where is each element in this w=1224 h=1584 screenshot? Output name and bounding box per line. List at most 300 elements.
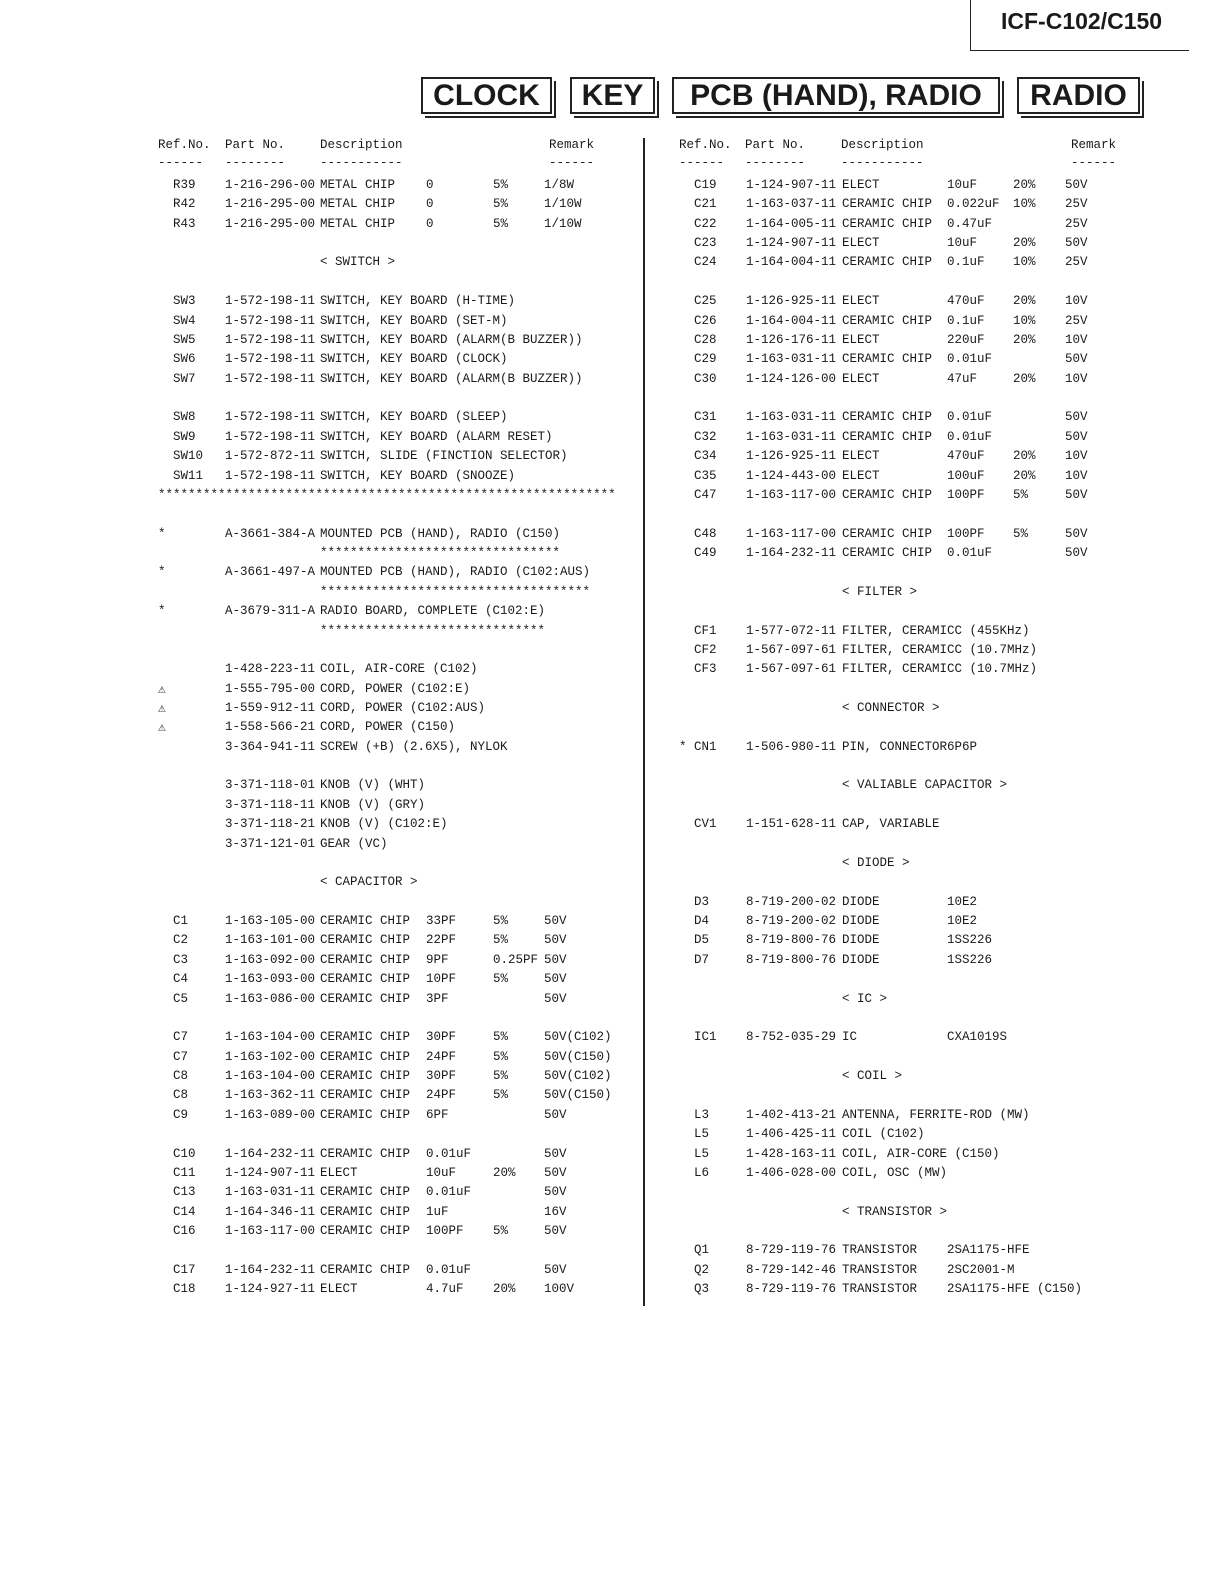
part-row <box>158 835 648 854</box>
part-no: 1-572-198-11 <box>225 429 316 444</box>
description: DIODE <box>842 933 880 948</box>
part-row <box>158 408 648 427</box>
part-row <box>158 776 648 795</box>
description: CERAMIC CHIP <box>842 352 933 367</box>
blank-line <box>158 757 648 776</box>
description: SWITCH, KEY BOARD (ALARM(B BUZZER)) <box>320 332 583 347</box>
part-row <box>679 1241 1129 1260</box>
spec-tolerance: 5% <box>493 1088 509 1103</box>
section-label: < TRANSISTOR > <box>842 1204 948 1219</box>
spec-rating: 50V <box>544 1185 567 1200</box>
spec-value: 0.01uF <box>947 546 993 561</box>
part-no: 1-164-004-11 <box>746 313 837 328</box>
part-no: 1-163-117-00 <box>225 1223 316 1238</box>
spec-tolerance: 10% <box>1013 255 1036 270</box>
ref-no: C2 <box>173 933 189 948</box>
spec-rating: 50V <box>1065 526 1088 541</box>
spec-value: 0.01uF <box>426 1185 472 1200</box>
spec-rating: 16V <box>544 1204 567 1219</box>
assembly-underline <box>158 544 648 563</box>
part-no: 1-406-028-00 <box>746 1165 837 1180</box>
ref-no: C8 <box>173 1088 189 1103</box>
spec-tolerance: 5% <box>1013 526 1029 541</box>
part-row <box>158 796 648 815</box>
ref-no: R39 <box>173 178 196 192</box>
part-row <box>679 195 1129 214</box>
description: DIODE <box>842 952 880 967</box>
ref-no: C47 <box>694 487 717 502</box>
ref-no: D4 <box>694 914 710 929</box>
part-row <box>679 525 1129 544</box>
ref-no: C11 <box>173 1165 196 1180</box>
spec-tolerance: 20% <box>1013 294 1036 309</box>
ref-no: C49 <box>694 546 717 561</box>
ref-no: L5 <box>694 1127 710 1142</box>
spec-value: 0 <box>426 216 434 231</box>
description: KNOB (V) (WHT) <box>320 778 426 793</box>
description: ELECT <box>320 1282 358 1297</box>
header-underline: ------ <box>679 156 725 170</box>
part-row <box>679 544 1129 563</box>
spec-value: 0.01uF <box>947 352 993 367</box>
description: COIL, OSC (MW) <box>842 1165 948 1180</box>
ref-no: C4 <box>173 972 189 987</box>
ref-no: Q2 <box>694 1262 710 1277</box>
spec-value: 24PF <box>426 1088 457 1103</box>
part-row <box>679 428 1129 447</box>
spec-rating: 50V <box>1065 352 1088 367</box>
part-no: 1-164-346-11 <box>225 1204 316 1219</box>
spec-rating: 50V <box>544 1262 567 1277</box>
ref-no: C3 <box>173 952 189 967</box>
description: FILTER, CERAMICC (10.7MHz) <box>842 662 1038 677</box>
blank-line <box>679 796 1129 815</box>
part-no: 1-124-927-11 <box>225 1282 316 1297</box>
spec-tolerance: 20% <box>1013 449 1036 464</box>
spec-value: 0.01uF <box>947 410 993 425</box>
description: SWITCH, KEY BOARD (SNOOZE) <box>320 468 516 483</box>
part-row <box>158 1183 648 1202</box>
spec-value: 6PF <box>426 1107 449 1122</box>
part-no: 3-371-121-01 <box>225 836 316 851</box>
new-part-mark: * <box>679 739 687 754</box>
header-underline: -------- <box>745 156 806 170</box>
spec-rating: 50V(C150) <box>544 1049 612 1064</box>
part-no: 1-558-566-21 <box>225 720 316 735</box>
part-row <box>158 912 648 931</box>
description: CERAMIC CHIP <box>842 216 933 231</box>
section-tab-radio: RADIO <box>1017 77 1140 114</box>
spec-rating: 50V <box>1065 178 1088 192</box>
section-heading <box>679 990 1129 1009</box>
ref-no: Q1 <box>694 1243 710 1258</box>
spec-tolerance: 20% <box>1013 332 1036 347</box>
description: CERAMIC CHIP <box>320 1088 411 1103</box>
spec-rating: 10V <box>1065 468 1088 483</box>
description: PIN, CONNECTOR6P6P <box>842 739 978 754</box>
description: CERAMIC CHIP <box>842 487 933 502</box>
part-no: 8-719-800-76 <box>746 952 837 967</box>
description: ELECT <box>842 236 880 251</box>
part-no: 1-163-101-00 <box>225 933 316 948</box>
ref-no: C19 <box>694 178 717 192</box>
part-row <box>158 738 648 757</box>
part-row <box>679 931 1129 950</box>
spec-value: 4.7uF <box>426 1282 464 1297</box>
spec-rating: 100V <box>544 1282 575 1297</box>
ref-no: SW8 <box>173 410 196 425</box>
spec-value: 0.01uF <box>426 1262 472 1277</box>
description: CERAMIC CHIP <box>320 991 411 1006</box>
spec-tolerance: 5% <box>493 914 509 929</box>
part-row <box>158 1067 648 1086</box>
section-tab-clock: CLOCK <box>421 77 552 114</box>
spec-tolerance: 5% <box>493 1030 509 1045</box>
blank-line <box>679 1086 1129 1105</box>
blank-line <box>158 389 648 408</box>
separator-line <box>158 486 648 505</box>
assembly-underline <box>158 583 648 602</box>
part-no: 1-163-093-00 <box>225 972 316 987</box>
spec-rating: 50V <box>544 991 567 1006</box>
ref-no: C8 <box>173 1069 189 1084</box>
part-row <box>679 1028 1129 1047</box>
spec-value: 1uF <box>426 1204 449 1219</box>
description: COIL, AIR-CORE (C150) <box>842 1146 1000 1161</box>
part-no: 1-163-092-00 <box>225 952 316 967</box>
spec-tolerance: 0.25PF <box>493 952 539 967</box>
spec-value: 0.1uF <box>947 313 985 328</box>
part-no: 1-164-232-11 <box>746 546 837 561</box>
spec-rating: 50V <box>544 952 567 967</box>
part-row <box>679 350 1129 369</box>
section-label: < FILTER > <box>842 584 918 599</box>
part-no: 1-402-413-21 <box>746 1107 837 1122</box>
part-row <box>158 447 648 466</box>
spec-rating: 50V(C102) <box>544 1030 612 1045</box>
description: KNOB (V) (C102:E) <box>320 817 448 832</box>
section-heading <box>679 776 1129 795</box>
part-row <box>158 370 648 389</box>
blank-line <box>158 1125 648 1144</box>
part-row <box>158 970 648 989</box>
spec-value: 2SA1175-HFE <box>947 1243 1030 1258</box>
blank-line <box>679 563 1129 582</box>
ref-no: C10 <box>173 1146 196 1161</box>
description: ANTENNA, FERRITE-ROD (MW) <box>842 1107 1030 1122</box>
spec-rating: 1/8W <box>544 178 575 192</box>
ref-no: C32 <box>694 429 717 444</box>
description: RADIO BOARD, COMPLETE (C102:E) <box>320 604 546 619</box>
spec-tolerance: 5% <box>493 197 509 212</box>
spec-rating: 25V <box>1065 197 1088 212</box>
ref-no: C5 <box>173 991 189 1006</box>
spec-rating: 50V <box>1065 546 1088 561</box>
part-no: 1-555-795-00 <box>225 681 316 696</box>
header-underline: ----------- <box>841 156 924 170</box>
spec-value: 100uF <box>947 468 985 483</box>
part-row <box>679 253 1129 272</box>
description: ELECT <box>842 468 880 483</box>
ref-no: SW9 <box>173 429 196 444</box>
description: CERAMIC CHIP <box>320 933 411 948</box>
part-no: 1-572-198-11 <box>225 313 316 328</box>
part-row <box>158 563 648 582</box>
spec-value: 100PF <box>947 487 985 502</box>
description: SWITCH, KEY BOARD (H-TIME) <box>320 294 516 309</box>
section-heading <box>679 1067 1129 1086</box>
assembly-stars: ******************************** <box>320 546 561 561</box>
description: CORD, POWER (C102:E) <box>320 681 471 696</box>
part-row <box>158 331 648 350</box>
section-heading <box>679 699 1129 718</box>
section-tab-pcb: PCB (HAND), RADIO <box>672 77 1000 114</box>
part-no: 1-163-031-11 <box>746 410 837 425</box>
blank-line <box>679 970 1129 989</box>
header-part: Part No. <box>745 138 806 152</box>
part-row <box>158 1261 648 1280</box>
part-row <box>679 912 1129 931</box>
part-row <box>158 990 648 1009</box>
description: SWITCH, KEY BOARD (ALARM RESET) <box>320 429 553 444</box>
part-no: 3-364-941-11 <box>225 739 316 754</box>
blank-line <box>679 680 1129 699</box>
description: COIL, AIR-CORE (C102) <box>320 662 478 677</box>
spec-tolerance: 20% <box>1013 371 1036 386</box>
header-underline: ------ <box>1071 156 1117 170</box>
part-row <box>158 1048 648 1067</box>
blank-line <box>679 1222 1129 1241</box>
model-title: ICF-C102/C150 <box>1001 8 1163 34</box>
part-row <box>679 215 1129 234</box>
ref-no: C22 <box>694 216 717 231</box>
description: METAL CHIP <box>320 178 396 192</box>
description: MOUNTED PCB (HAND), RADIO (C150) <box>320 526 561 541</box>
section-heading <box>679 583 1129 602</box>
part-no: 1-572-198-11 <box>225 371 316 386</box>
description: TRANSISTOR <box>842 1262 918 1277</box>
ref-no: L6 <box>694 1165 710 1180</box>
ref-no: C21 <box>694 197 717 212</box>
blank-line <box>679 1183 1129 1202</box>
spec-rating: 50V <box>544 914 567 929</box>
new-part-mark: * <box>158 526 166 541</box>
description: CERAMIC CHIP <box>320 1204 411 1219</box>
part-row <box>679 292 1129 311</box>
part-row <box>679 1280 1129 1299</box>
part-row <box>158 1164 648 1183</box>
spec-value: 10PF <box>426 972 457 987</box>
spec-value: 10uF <box>426 1165 457 1180</box>
description: ELECT <box>842 178 880 192</box>
header-remark: Remark <box>549 138 595 152</box>
ref-no: C29 <box>694 352 717 367</box>
part-no: 1-163-362-11 <box>225 1088 316 1103</box>
description: ELECT <box>842 294 880 309</box>
spec-value: 0.1uF <box>947 255 985 270</box>
part-no: 8-719-200-02 <box>746 914 837 929</box>
part-no: 1-124-907-11 <box>746 236 837 251</box>
spec-tolerance: 5% <box>493 216 509 231</box>
spec-value: 2SA1175-HFE (C150) <box>947 1282 1083 1297</box>
blank-line <box>158 505 648 524</box>
description: GEAR (VC) <box>320 836 388 851</box>
part-no: 1-572-198-11 <box>225 468 316 483</box>
part-row <box>158 699 648 718</box>
spec-value: 10E2 <box>947 914 978 929</box>
part-row <box>158 195 648 214</box>
part-no: 1-124-907-11 <box>225 1165 316 1180</box>
description: ELECT <box>842 371 880 386</box>
part-row <box>679 447 1129 466</box>
spec-rating: 50V(C102) <box>544 1069 612 1084</box>
description: KNOB (V) (GRY) <box>320 797 426 812</box>
part-no: 1-577-072-11 <box>746 623 837 638</box>
part-row <box>679 660 1129 679</box>
ref-no: C26 <box>694 313 717 328</box>
description: CERAMIC CHIP <box>320 952 411 967</box>
description: FILTER, CERAMICC (10.7MHz) <box>842 642 1038 657</box>
spec-rating: 10V <box>1065 294 1088 309</box>
blank-line <box>679 718 1129 737</box>
part-no: 1-506-980-11 <box>746 739 837 754</box>
section-tab-key: KEY <box>570 77 655 114</box>
spec-rating: 1/10W <box>544 197 582 212</box>
part-row <box>158 718 648 737</box>
header-underline: ------ <box>158 156 204 170</box>
description: CERAMIC CHIP <box>842 313 933 328</box>
part-row <box>158 467 648 486</box>
blank-line <box>158 234 648 253</box>
spec-rating: 50V <box>544 1165 567 1180</box>
part-row <box>679 1261 1129 1280</box>
spec-rating: 50V <box>544 1107 567 1122</box>
part-no: 1-163-031-11 <box>746 352 837 367</box>
ref-no: C1 <box>173 914 189 929</box>
ref-no: D5 <box>694 933 710 948</box>
blank-line <box>679 389 1129 408</box>
description: TRANSISTOR <box>842 1282 918 1297</box>
column-header <box>679 138 1129 172</box>
ref-no: IC1 <box>694 1030 717 1045</box>
header-underline: ------ <box>549 156 595 170</box>
description: IC <box>842 1030 858 1045</box>
blank-line <box>679 835 1129 854</box>
description: CERAMIC CHIP <box>842 410 933 425</box>
spec-rating: 10V <box>1065 449 1088 464</box>
part-no: 1-126-925-11 <box>746 294 837 309</box>
ref-no: C31 <box>694 410 717 425</box>
part-no: 1-216-295-00 <box>225 216 316 231</box>
description: CERAMIC CHIP <box>320 1223 411 1238</box>
part-no: 8-729-119-76 <box>746 1243 837 1258</box>
header-part: Part No. <box>225 138 286 152</box>
part-no: 1-163-117-00 <box>746 526 837 541</box>
spec-rating: 50V <box>544 972 567 987</box>
part-row <box>679 1145 1129 1164</box>
part-row <box>679 641 1129 660</box>
new-part-mark: * <box>158 565 166 580</box>
part-row <box>679 486 1129 505</box>
description: ELECT <box>842 449 880 464</box>
blank-line <box>679 1009 1129 1028</box>
part-no: 1-163-089-00 <box>225 1107 316 1122</box>
part-row <box>158 350 648 369</box>
blank-line <box>158 1009 648 1028</box>
ref-no: CF3 <box>694 662 717 677</box>
spec-tolerance: 5% <box>493 178 509 192</box>
part-row <box>158 602 648 621</box>
spec-value: CXA1019S <box>947 1030 1008 1045</box>
description: DIODE <box>842 914 880 929</box>
blank-line <box>158 893 648 912</box>
spec-rating: 25V <box>1065 216 1088 231</box>
part-no: 3-371-118-21 <box>225 817 316 832</box>
blank-line <box>158 1241 648 1260</box>
spec-tolerance: 10% <box>1013 197 1036 212</box>
part-row <box>679 370 1129 389</box>
spec-value: 1SS226 <box>947 952 993 967</box>
spec-value: 0 <box>426 178 434 192</box>
blank-line <box>158 273 648 292</box>
ref-no: SW10 <box>173 449 204 464</box>
description: CORD, POWER (C102:AUS) <box>320 700 486 715</box>
spec-rating: 10V <box>1065 371 1088 386</box>
spec-tolerance: 5% <box>493 972 509 987</box>
part-no: 8-752-035-29 <box>746 1030 837 1045</box>
ref-no: CF2 <box>694 642 717 657</box>
description: CERAMIC CHIP <box>320 1030 411 1045</box>
spec-rating: 10V <box>1065 332 1088 347</box>
part-no: 1-164-232-11 <box>225 1262 316 1277</box>
spec-value: 0.022uF <box>947 197 1000 212</box>
spec-rating: 50V <box>1065 236 1088 251</box>
assembly-stars: ************************************ <box>320 584 591 599</box>
ref-no: SW5 <box>173 332 196 347</box>
header-desc: Description <box>320 138 403 152</box>
part-row <box>158 1106 648 1125</box>
part-no: 1-151-628-11 <box>746 817 837 832</box>
spec-value: 0 <box>426 197 434 212</box>
part-no: 8-719-200-02 <box>746 894 837 909</box>
part-row <box>158 815 648 834</box>
section-label: < DIODE > <box>842 855 910 870</box>
ref-no: C23 <box>694 236 717 251</box>
ref-no: SW4 <box>173 313 196 328</box>
spec-value: 30PF <box>426 1069 457 1084</box>
part-row <box>679 331 1129 350</box>
description: CERAMIC CHIP <box>842 255 933 270</box>
blank-line <box>679 873 1129 892</box>
part-no: 1-163-104-00 <box>225 1069 316 1084</box>
spec-tolerance: 5% <box>493 1049 509 1064</box>
description: CERAMIC CHIP <box>320 972 411 987</box>
header-ref: Ref.No. <box>158 138 211 152</box>
spec-value: 47uF <box>947 371 978 386</box>
part-no: 1-572-198-11 <box>225 294 316 309</box>
part-row <box>679 234 1129 253</box>
spec-value: 2SC2001-M <box>947 1262 1015 1277</box>
part-row <box>158 428 648 447</box>
ref-no: SW7 <box>173 371 196 386</box>
header-underline: -------- <box>225 156 286 170</box>
part-row <box>158 1222 648 1241</box>
part-row <box>158 660 648 679</box>
ref-no: CN1 <box>694 739 717 754</box>
spec-value: 10E2 <box>947 894 978 909</box>
safety-warning-icon: ⚠ <box>158 720 166 736</box>
description: CERAMIC CHIP <box>320 1107 411 1122</box>
